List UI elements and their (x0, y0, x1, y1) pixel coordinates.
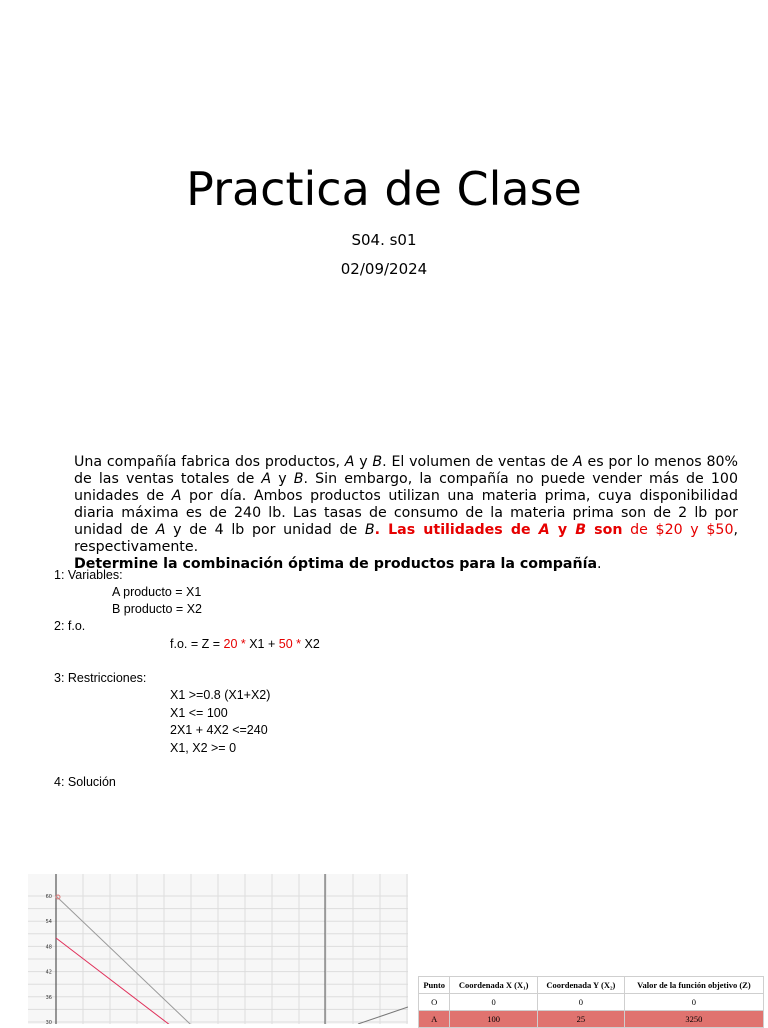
problem-text: por día. Ambos productos utilizan una materia prima, cuya disponibilidad diaria máxima es de 240 lb. Las tasas de consumo de la materia prima son de 2 lb por unidad de (74, 488, 738, 538)
term-x1: X1 + (249, 637, 279, 651)
conjunction: y (271, 471, 294, 487)
product-a: A (261, 471, 272, 487)
y-tick-label: 60 (45, 894, 52, 900)
problem-text: y de 4 lb por unidad de (165, 522, 365, 538)
problem-text: es por lo menos 80% de las ventas totales de (74, 454, 738, 487)
date: 02/09/2024 (340, 260, 428, 278)
restriction-4: X1, X2 >= 0 (170, 741, 237, 755)
problem-text: , respectivamente. (74, 522, 738, 555)
product-a: A (573, 454, 583, 470)
profit-emphasis: . Las utilidades de (374, 522, 539, 538)
product-b: B (372, 454, 383, 470)
table-cell: 0 (537, 994, 624, 1011)
term-x2: X2 (304, 637, 320, 651)
product-b: B (293, 471, 304, 487)
feasible-region-chart (28, 874, 408, 1024)
y-tick-label: 42 (45, 969, 52, 976)
restriction-1: X1 >=0.8 (X1+X2) (170, 688, 271, 702)
problem-text: . Sin embargo, la compañía no puede vender más de 100 unidades de (74, 471, 738, 504)
y-tick-label: 30 (45, 1020, 52, 1024)
product-b: B (364, 522, 375, 538)
fo-prefix: f.o. = Z = (170, 637, 224, 651)
fo-label: 2: f.o. (54, 619, 86, 633)
session-code: S04. s01 (351, 231, 417, 249)
product-a: A (538, 522, 550, 538)
product-a: A (155, 522, 166, 538)
y-tick-label: 54 (45, 919, 52, 926)
table-row (419, 994, 764, 1011)
table-cell: 100 (450, 1011, 538, 1028)
col-header: Coordenada Y (X₂) (537, 977, 624, 994)
profit-values: de $20 y $50 (622, 522, 734, 538)
problem-statement (74, 454, 738, 573)
y-tick-label: 36 (45, 994, 52, 1001)
page-title: Practica de Clase (186, 162, 582, 216)
restriction-2: X1 <= 100 (170, 706, 228, 720)
conjunction: y (354, 454, 373, 470)
problem-text: Una compañía fabrica dos productos, (74, 454, 345, 470)
col-header: Coordenada X (X₁) (450, 977, 538, 994)
product-a: A (171, 488, 182, 504)
profit-emphasis: son (586, 522, 623, 538)
period: . (597, 556, 602, 572)
variable-a: A producto = X1 (112, 585, 202, 599)
solution-label: 4: Solución (54, 775, 116, 789)
restrictions-label: 3: Restricciones: (54, 671, 147, 685)
table-cell: 3250 (624, 1011, 763, 1028)
col-header: Punto (419, 977, 450, 994)
series-line-1 (56, 938, 331, 1024)
coef-x2: 50 * (278, 637, 305, 651)
variables-label: 1: Variables: (54, 568, 123, 582)
variable-b: B producto = X2 (112, 602, 202, 616)
table-header-row (419, 977, 764, 994)
product-b: B (575, 522, 587, 538)
chart-svg (28, 874, 408, 1024)
table-cell: O (419, 994, 450, 1011)
task-statement: Determine la combinación óptima de productos para la compañía (74, 556, 598, 572)
coef-x1: 20 * (223, 637, 250, 651)
series-line-0 (56, 896, 320, 1024)
y-tick-label: 48 (45, 944, 52, 951)
product-a: A (344, 454, 355, 470)
table-cell: 25 (537, 1011, 624, 1028)
results-table (418, 976, 764, 1028)
restriction-3: 2X1 + 4X2 <=240 (170, 723, 268, 737)
table-row (419, 1011, 764, 1028)
conjunction: y (549, 522, 576, 538)
table-cell: A (419, 1011, 450, 1028)
col-header: Valor de la función objetivo (Z) (624, 977, 763, 994)
table-cell: 0 (450, 994, 538, 1011)
problem-text: . El volumen de ventas de (382, 454, 573, 470)
objective-function (170, 637, 320, 651)
table-cell: 0 (624, 994, 763, 1011)
